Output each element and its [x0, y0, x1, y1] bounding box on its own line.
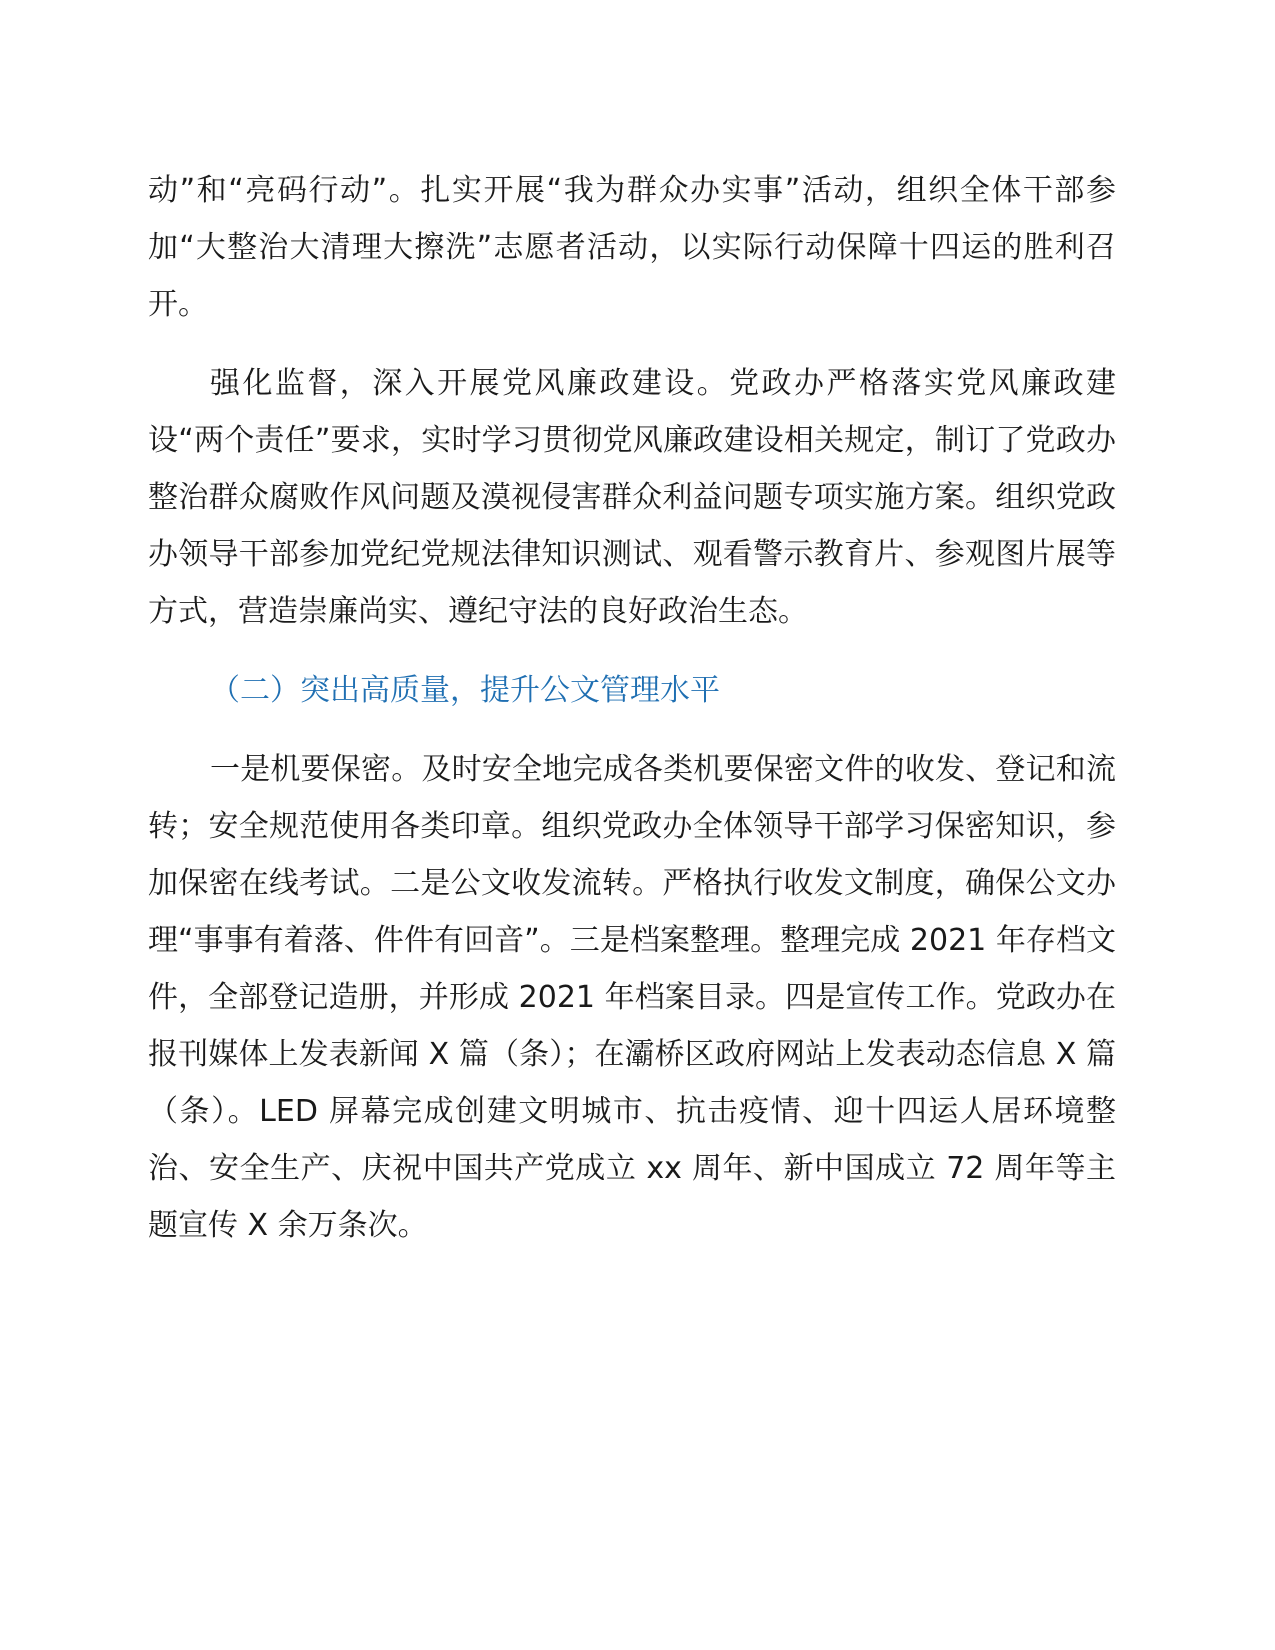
- section-heading: （二）突出高质量，提升公文管理水平: [210, 673, 720, 708]
- document-page: [148, 162, 1116, 1276]
- paragraph-continuation: 动”和“亮码行动”。扎实开展“我为群众办实事”活动，组织全体干部参加“大整治大清理大擦洗”志愿者活动，以实际行动保障十四运的胜利召开。: [148, 173, 1116, 322]
- paragraph-document-management: 一是机要保密。及时安全地完成各类机要保密文件的收发、登记和流转；安全规范使用各类印章。组织党政办全体领导干部学习保密知识，参加保密在线考试。二是公文收发流转。严格执行收发文制度，确保公文办理“事事有着落、件件有回音”。三是档案整理。整理完成 2021 年存档文件，全部登记造册，并形成 2021 年档案目录。四是宣传工作。党政办在报刊媒体上发表新闻 X 篇（条）；在灞桥区政府网站上发表动态信息 X 篇（条）。LED 屏幕完成创建文明城市、抗击疫情、迎十四运人居环境整治、安全生产、庆祝中国共产党成立 xx 周年、新中国成立 72 周年等主题宣传 X 余万条次。: [148, 752, 1116, 1243]
- paragraph-supervision: 强化监督，深入开展党风廉政建设。党政办严格落实党风廉政建设“两个责任”要求，实时学习贯彻党风廉政建设相关规定，制订了党政办整治群众腐败作风问题及漠视侵害群众利益问题专项实施方案。组织党政办领导干部参加党纪党规法律知识测试、观看警示教育片、参观图片展等方式，营造崇廉尚实、遵纪守法的良好政治生态。: [148, 366, 1116, 629]
